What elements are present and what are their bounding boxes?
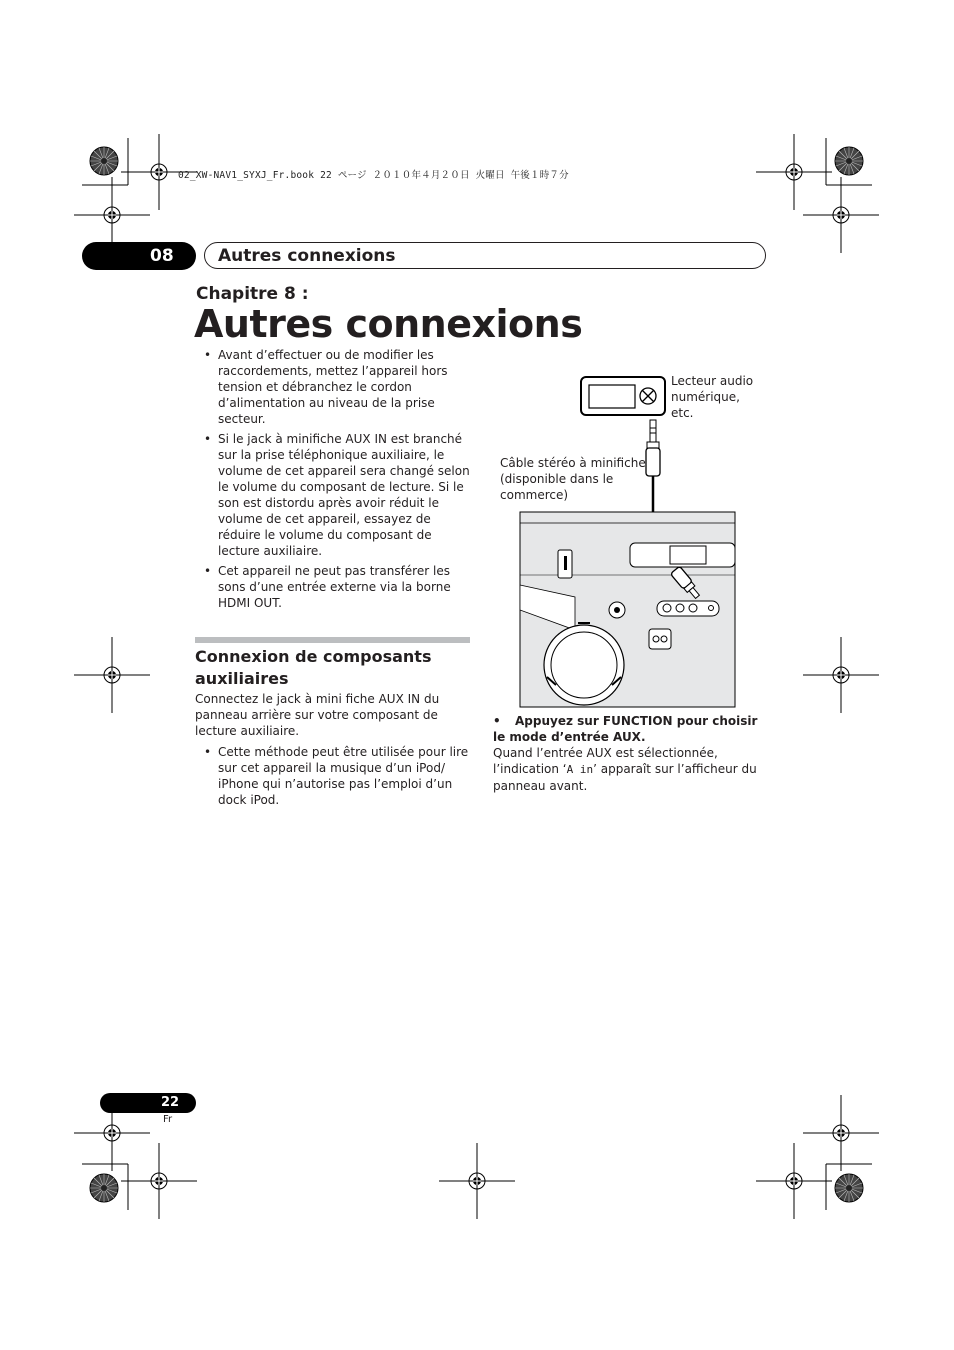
- page-title: Autres connexions: [194, 302, 583, 346]
- aux-note-part1: Quand l’entrée AUX est sélectionnée, l’indication ‘: [493, 746, 718, 776]
- list-item: • Avant d’effectuer ou de modifier les raccordements, mettez l’appareil hors tension et débranchez le cordon d’alimentation au niveau de la prise secteur.: [196, 347, 472, 427]
- chapter-number: 08: [150, 246, 174, 266]
- list-item: • Si le jack à minifiche AUX IN est branché sur la prise téléphonique auxiliaire, le volume de cet appareil sera changé selon le volume du composant de lecture. Si le son est distordu après avoir réduit le volume de cet appareil, essayez de réduire le volume du composant de lecture auxiliaire.: [196, 431, 472, 559]
- section-list: [196, 744, 472, 808]
- audio-player-icon: [581, 377, 665, 415]
- step-text: Appuyez sur FUNCTION pour choisir le mode d’entrée AUX.: [493, 714, 758, 744]
- section-list-container: [196, 744, 472, 812]
- step-instruction: [493, 713, 763, 745]
- step-bullet: •: [493, 714, 501, 728]
- list-item: • Cette méthode peut être utilisée pour lire sur cet appareil la musique d’un iPod/ iPhone qui n’autorise pas l’emploi d’un dock iPod.: [196, 744, 472, 808]
- section-intro: Connectez le jack à mini fiche AUX IN du panneau arrière sur votre composant de lecture auxiliaire.: [195, 692, 440, 738]
- display-glyph: A in: [566, 763, 594, 776]
- section-divider: [195, 637, 470, 643]
- page-number: 22: [160, 1095, 180, 1110]
- cable-label: Câble stéréo à minifiche (disponible dans le commerce): [500, 456, 646, 502]
- page-language: Fr: [163, 1114, 173, 1125]
- rear-panel-icon: [520, 512, 735, 707]
- aux-note-part2: ’ apparaît sur l’afficheur du panneau avant.: [493, 762, 757, 793]
- precautions-list: [196, 347, 472, 611]
- chapter-label: Chapitre 8 :: [196, 284, 309, 304]
- list-item: • Cet appareil ne peut pas transférer les sons d’une entrée externe via la borne HDMI OUT.: [196, 563, 472, 611]
- precautions-list-container: [196, 347, 472, 615]
- device-label: Lecteur audio numérique, etc.: [671, 374, 754, 420]
- section-heading: Connexion de composants auxiliaires: [195, 647, 432, 688]
- aux-note: [493, 745, 765, 794]
- print-info: 02_XW-NAV1_SYXJ_Fr.book 22 ページ ２０１０年４月２０日 火曜日 午後１時７分: [178, 170, 569, 181]
- header-title: Autres connexions: [218, 246, 396, 266]
